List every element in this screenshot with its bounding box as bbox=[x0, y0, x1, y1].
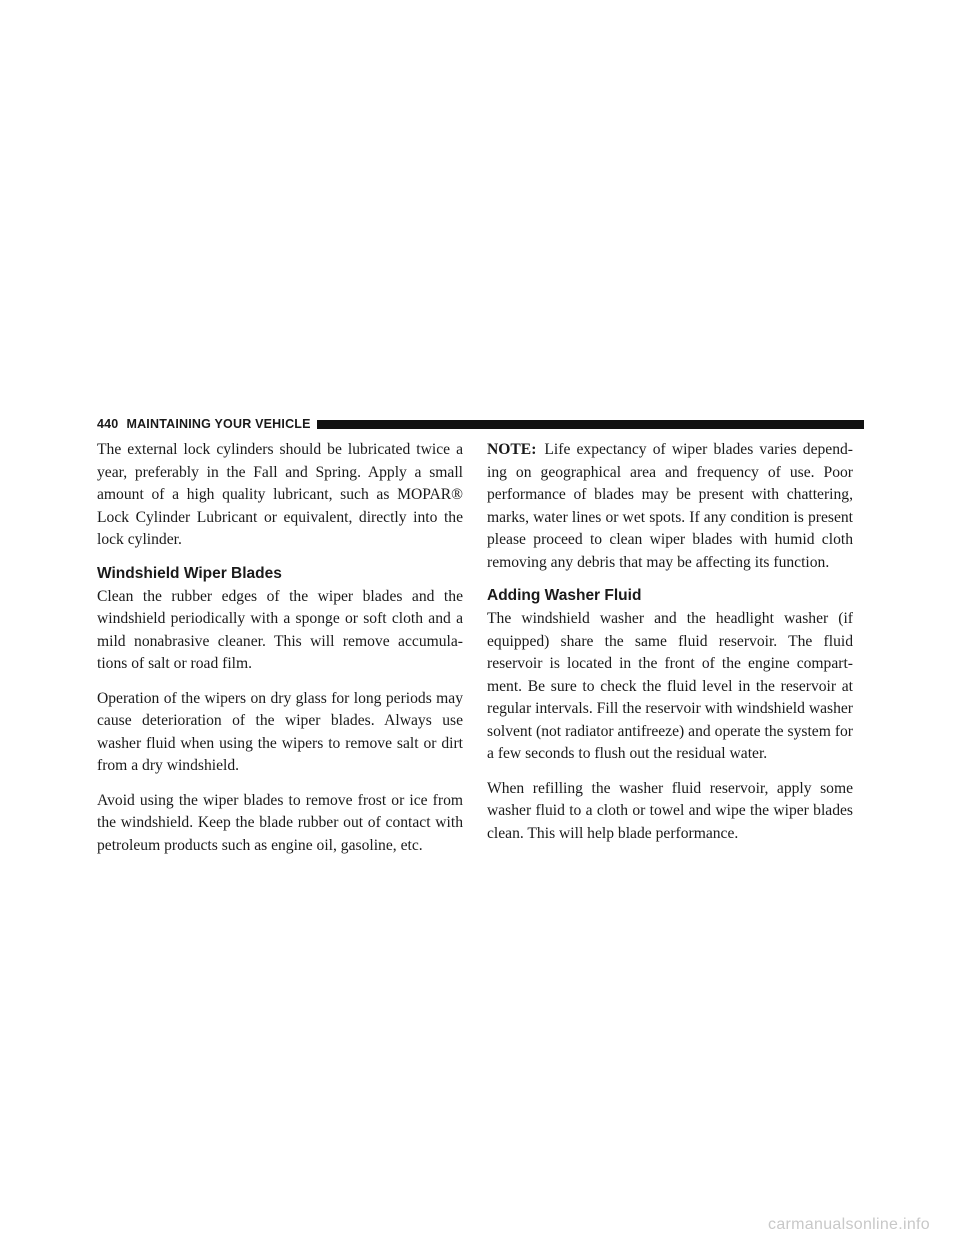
page-header bbox=[97, 417, 864, 431]
note-paragraph bbox=[487, 439, 853, 574]
washer-paragraph-2: When refilling the washer fluid reservoir, apply some washer fluid to a cloth or towel and wipe the wiper blades clean. This will help blade performance. bbox=[487, 779, 853, 842]
watermark: carmanualsonline.info bbox=[768, 1216, 930, 1233]
section-title: MAINTAINING YOUR VEHICLE bbox=[126, 417, 311, 431]
right-column bbox=[487, 439, 853, 857]
washer-fluid-heading: Adding Washer Fluid bbox=[487, 587, 642, 604]
wiper-blades-heading: Windshield Wiper Blades bbox=[97, 564, 282, 582]
note-text: Life expectancy of wiper blades varies depend-ing on geographical area and frequency of use. Poor performance of blades may be present with chattering, marks, water lines or wet spots. If any condition is present please proceed to clean wiper blades with humid cloth removing any debris that may be affecting its function. bbox=[487, 441, 853, 571]
header-rule bbox=[317, 420, 864, 429]
wiper-paragraph-2: Operation of the wipers on dry glass for long periods may cause deterioration of the wiper blades. Always use washer fluid when using the wipers to remove salt or dirt from a dry windshield. bbox=[97, 689, 463, 774]
wiper-paragraph-3: Avoid using the wiper blades to remove frost or ice from the windshield. Keep the blade rubber out of contact with petroleum products such as engine oil, gasoline, etc. bbox=[97, 791, 463, 854]
left-column bbox=[97, 439, 463, 869]
note-label: NOTE: bbox=[487, 441, 537, 458]
page-number: 440 bbox=[97, 417, 119, 431]
washer-paragraph-1: The windshield washer and the headlight washer (if equipped) share the same fluid reservoir. The fluid reservoir is located in the front of the engine compart-ment. Be sure to check the fluid level in the reservoir at regular intervals. Fill the reservoir with windshield washer solvent (not radiator antifreeze) and operate the system for a few seconds to flush out the residual water. bbox=[487, 610, 853, 762]
lock-cylinder-paragraph: The external lock cylinders should be lubricated twice a year, preferably in the Fall and Spring. Apply a small amount of a high quality lubricant, such as MOPAR® Lock Cylinder Lubricant or equivalent, directly into the lock cylinder. bbox=[97, 441, 463, 548]
wiper-paragraph-1: Clean the rubber edges of the wiper blades and the windshield periodically with a sponge or soft cloth and a mild nonabrasive cleaner. This will remove accumula-tions of salt or road film. bbox=[97, 587, 463, 672]
